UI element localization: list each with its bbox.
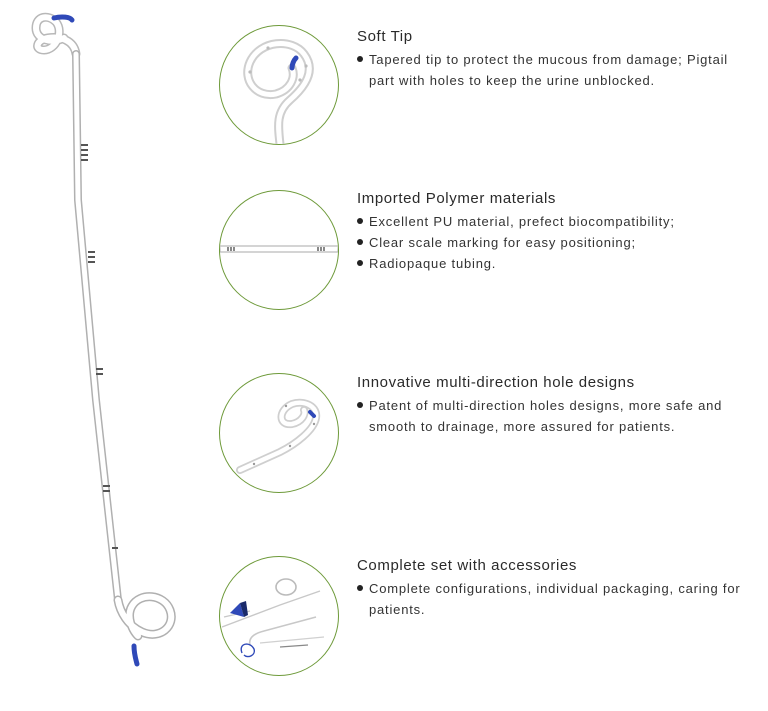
feature-bullet: [357, 211, 757, 232]
polymer-tube-closeup-image: [219, 190, 339, 310]
bullet-dot-icon: [357, 239, 363, 245]
bullet-dot-icon: [357, 402, 363, 408]
feature-title: Soft Tip: [357, 28, 413, 45]
feature-bullet-text: Clear scale marking for easy positioning;: [369, 235, 636, 250]
feature-bullet: [357, 253, 757, 274]
feature-bullet-text: Tapered tip to protect the mucous from damage; Pigtail part with holes to keep the urine unblocked.: [369, 52, 728, 88]
feature-multi-direction-holes: [357, 374, 757, 437]
soft-tip-closeup-image: [219, 25, 339, 145]
bullet-dot-icon: [357, 585, 363, 591]
bullet-dot-icon: [357, 260, 363, 266]
feature-title: Complete set with accessories: [357, 557, 577, 574]
feature-accessory-set: [357, 557, 757, 620]
feature-bullet-text: Complete configurations, individual packaging, caring for patients.: [369, 581, 741, 617]
double-j-stent-image: [0, 0, 220, 711]
feature-bullet-text: Radiopaque tubing.: [369, 256, 497, 271]
feature-bullet: [357, 395, 757, 437]
feature-bullet: [357, 232, 757, 253]
feature-bullet: [357, 49, 757, 91]
feature-title: Innovative multi-direction hole designs: [357, 374, 635, 391]
bullet-dot-icon: [357, 56, 363, 62]
feature-bullet-text: Excellent PU material, prefect biocompatibility;: [369, 214, 675, 229]
accessory-set-closeup-image: [219, 556, 339, 676]
feature-bullet: [357, 578, 757, 620]
feature-title: Imported Polymer materials: [357, 190, 556, 207]
feature-soft-tip: [357, 28, 757, 91]
feature-bullet-text: Patent of multi-direction holes designs, more safe and smooth to drainage, more assured for patients.: [369, 398, 723, 434]
feature-polymer-materials: [357, 190, 757, 274]
bullet-dot-icon: [357, 218, 363, 224]
multi-hole-closeup-image: [219, 373, 339, 493]
